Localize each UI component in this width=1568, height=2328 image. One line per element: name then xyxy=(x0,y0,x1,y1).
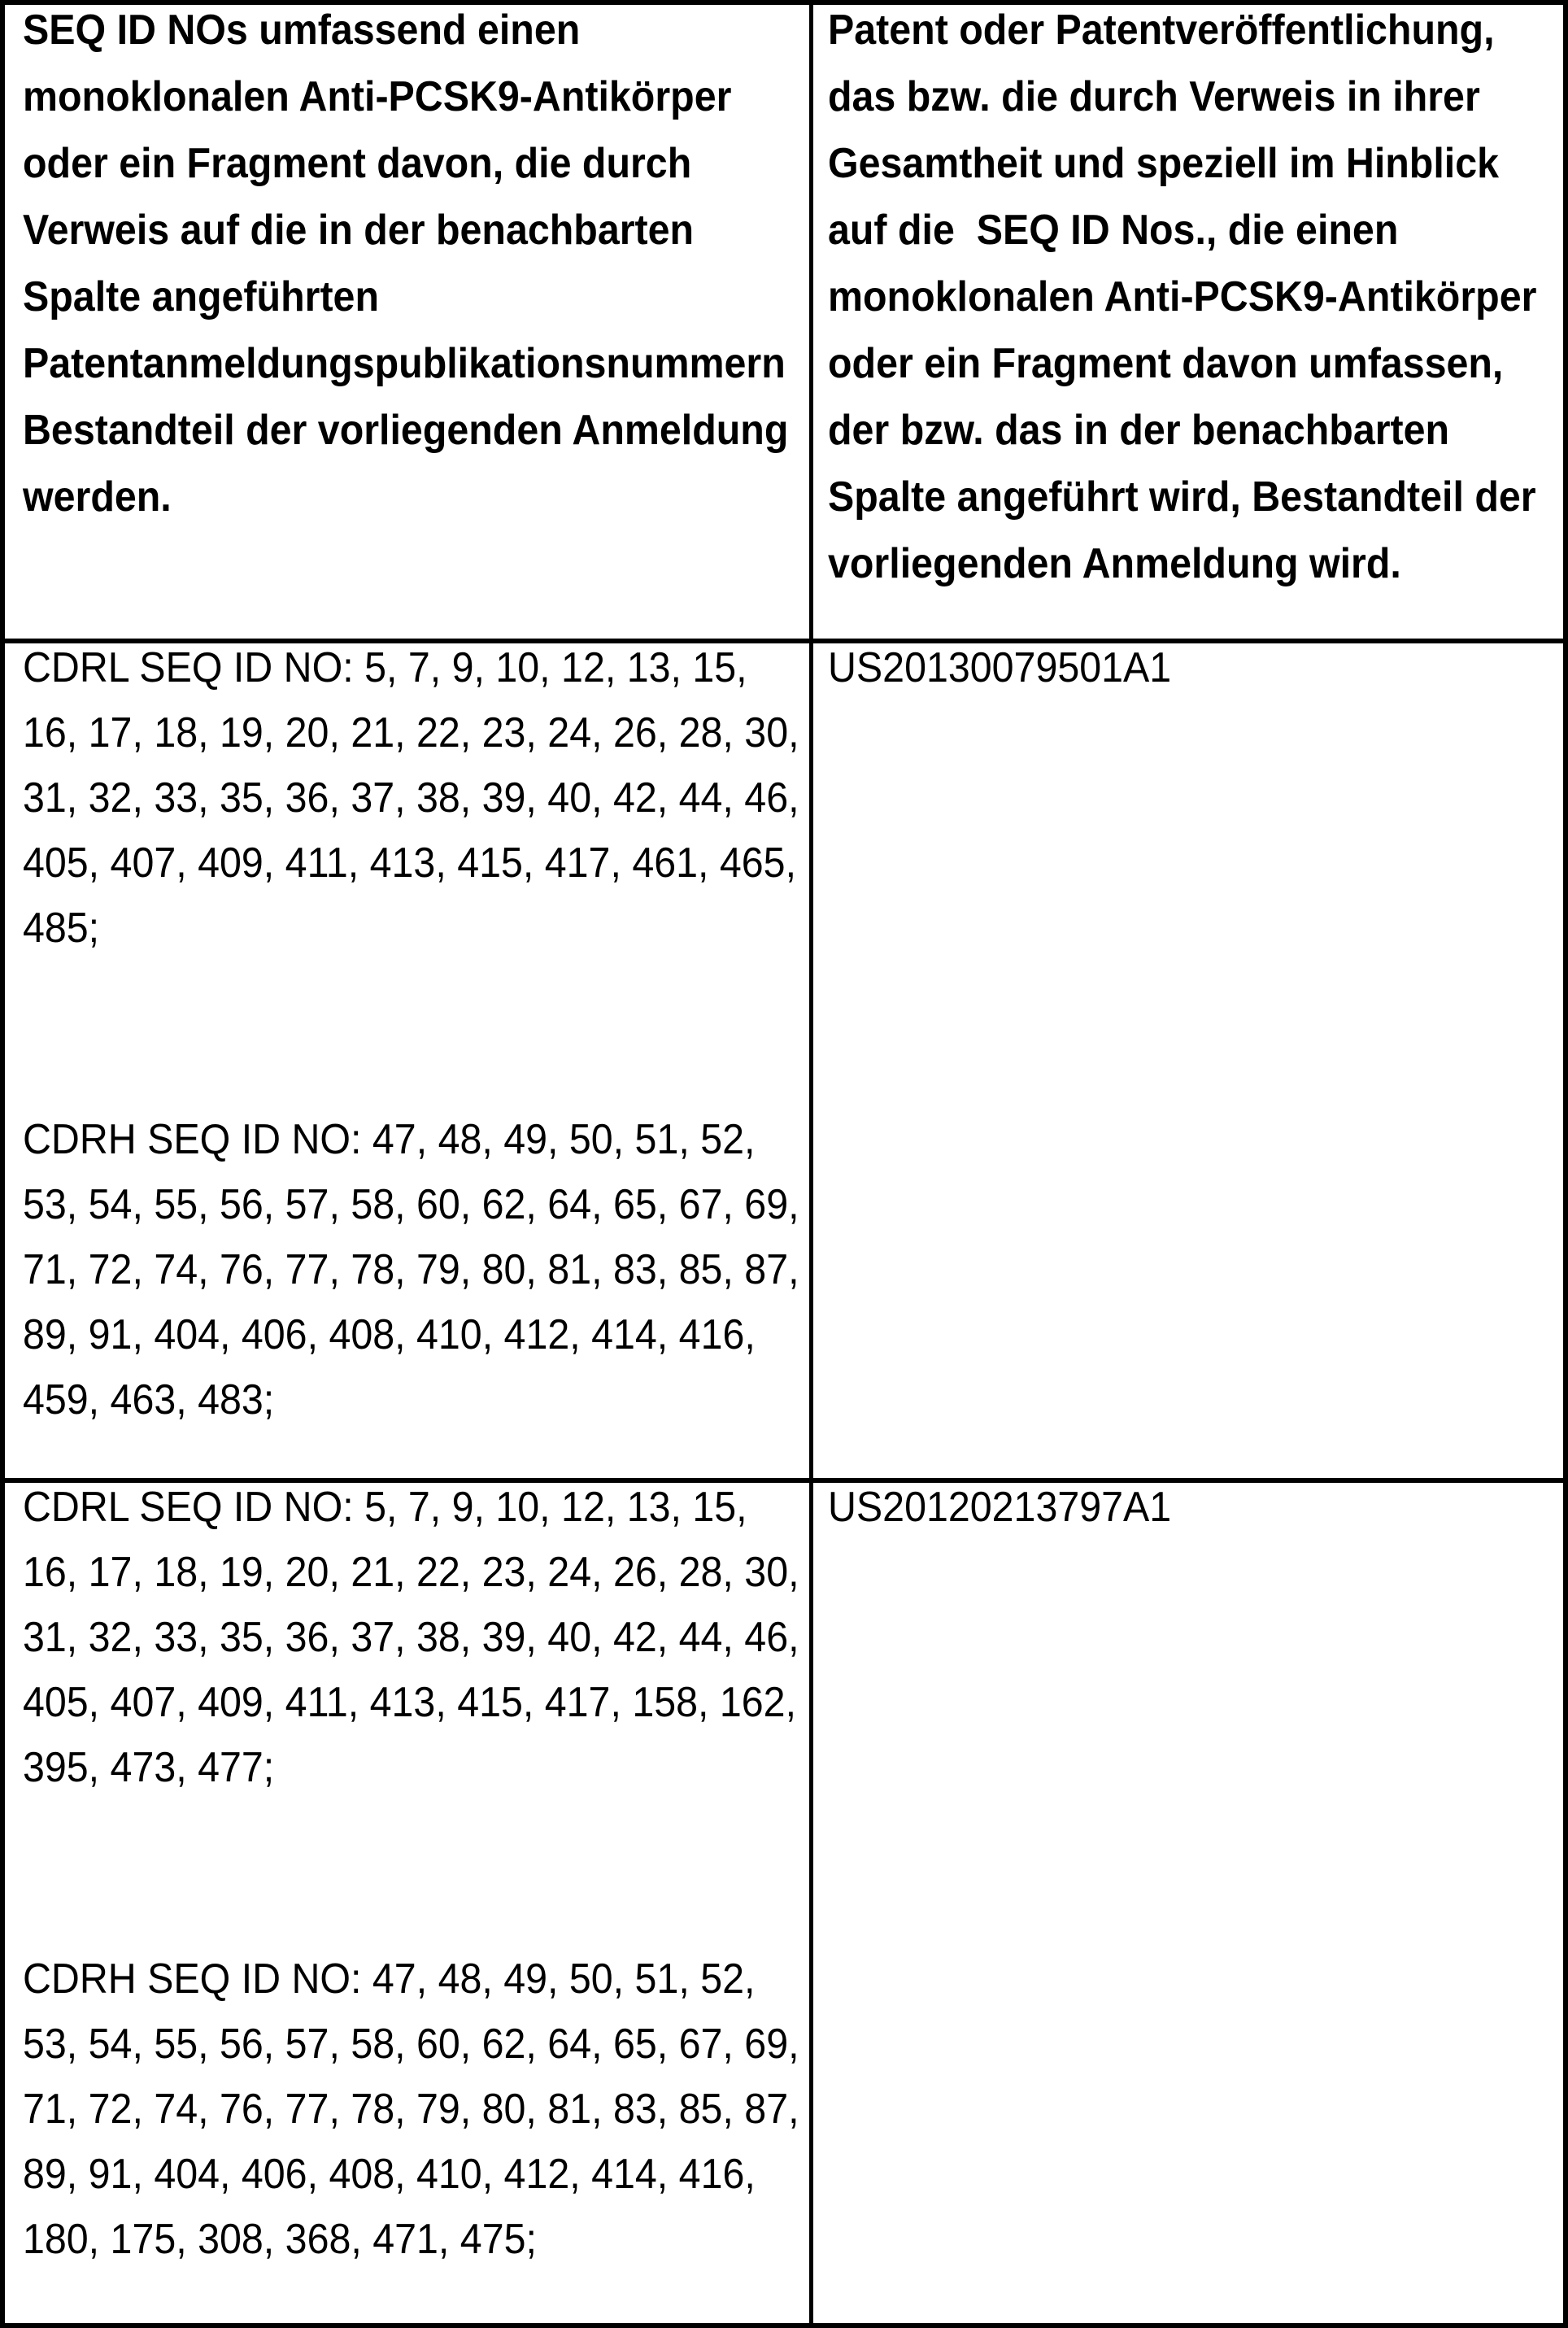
patent-cell-row-2 xyxy=(813,1483,1563,2323)
cell-content xyxy=(828,643,1555,700)
patent-number-row-2: US20120213797A1 xyxy=(828,1484,1172,1531)
cell-content xyxy=(23,5,801,530)
patent-number-row-1: US20130079501A1 xyxy=(828,644,1172,691)
cdrl-paragraph-row-2: CDRL SEQ ID NO: 5, 7, 9, 10, 12, 13, 15, 16, 17, 18, 19, 20, 21, 22, 23, 24, 26, 28, 30, 31, 32, 33, 35, 36, 37, 38, 39, 40, 42, 44, 46, 405, 407, 409, 411, 413, 415, 417, 158, 162, 395, 473, 477; xyxy=(23,1484,799,1791)
cdrh-paragraph-row-1: CDRH SEQ ID NO: 47, 48, 49, 50, 51, 52, 53, 54, 55, 56, 57, 58, 60, 62, 64, 65, 67, 69, 71, 72, 74, 76, 77, 78, 79, 80, 81, 83, 85, 87, 89, 91, 404, 406, 408, 410, 412, 414, 416, 459, 463, 483; xyxy=(23,1116,799,1423)
cell-content xyxy=(828,5,1555,597)
cdrl-paragraph-row-1: CDRL SEQ ID NO: 5, 7, 9, 10, 12, 13, 15, 16, 17, 18, 19, 20, 21, 22, 23, 24, 26, 28, 30, 31, 32, 33, 35, 36, 37, 38, 39, 40, 42, 44, 46, 405, 407, 409, 411, 413, 415, 417, 461, 465, 485; xyxy=(23,644,799,952)
header-text-seq-ids: SEQ ID NOs umfassend einen monoklonalen Anti-PCSK9-Antikörper oder ein Fragment davon, die durch Verweis auf die in der benachbarten Spalte angeführten Patentanmeldungspublikationsnummern Bestandteil der vorliegenden Anmeldung werden. xyxy=(23,7,789,521)
cell-content xyxy=(23,643,801,1432)
header-text-patent: Patent oder Patentveröffentlichung, das bzw. die durch Verweis in ihrer Gesamtheit und speziell im Hinblick auf die SEQ ID Nos., die einen monoklonalen Anti-PCSK9-Antikörper oder ein Fragment davon umfassen, der bzw. das in der benachbarten Spalte angeführt wird, Bestandteil der vorliegenden Anmeldung wird. xyxy=(828,7,1537,587)
seq-cell-row-1 xyxy=(5,643,813,1483)
patent-cell-row-1 xyxy=(813,643,1563,1483)
header-cell-patent xyxy=(813,5,1563,643)
cell-content xyxy=(23,1483,801,2272)
cdrh-paragraph-row-2: CDRH SEQ ID NO: 47, 48, 49, 50, 51, 52, 53, 54, 55, 56, 57, 58, 60, 62, 64, 65, 67, 69, 71, 72, 74, 76, 77, 78, 79, 80, 81, 83, 85, 87, 89, 91, 404, 406, 408, 410, 412, 414, 416, 180, 175, 308, 368, 471, 475; xyxy=(23,1955,799,2263)
cell-content xyxy=(828,1483,1555,1540)
header-cell-seq-ids xyxy=(5,5,813,643)
seq-cell-row-2 xyxy=(5,1483,813,2323)
